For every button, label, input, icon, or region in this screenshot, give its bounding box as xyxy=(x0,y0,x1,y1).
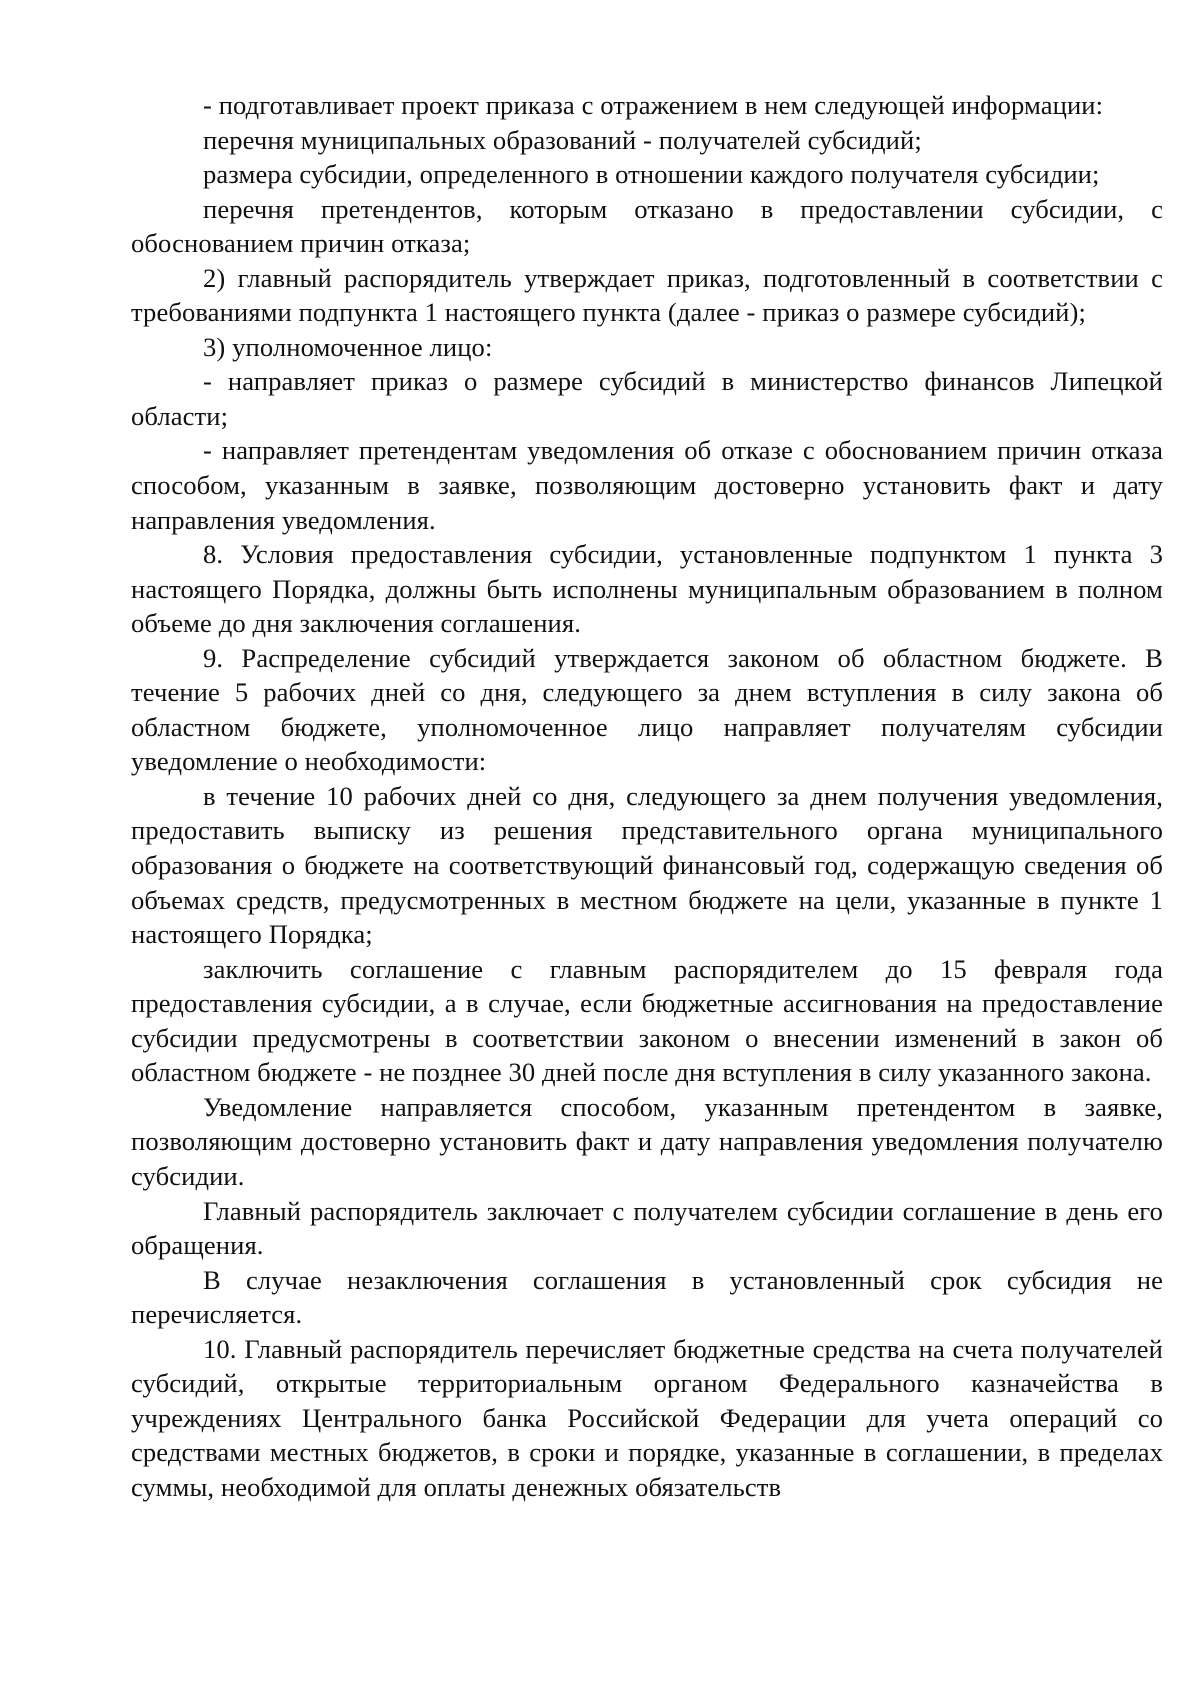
document-body xyxy=(131,88,1163,1504)
paragraph-2: перечня муниципальных образований - получателей субсидий; xyxy=(203,124,922,155)
paragraph-16: 10. Главный распорядитель перечисляет бюджетные средства на счета получателей субсидий, открытые территориальным органом Федерального казначейства в учреждениях Центрального банка Российской Федерации для учета операций со средствами местных бюджетов, в сроки и порядке, указанные в соглашении, в пределах суммы, необходимой для оплаты денежных обязательств xyxy=(131,1333,1163,1502)
paragraph-15: В случае незаключения соглашения в установленный срок субсидия не перечисляется. xyxy=(131,1264,1163,1330)
paragraph-6: 3) уполномоченное лицо: xyxy=(203,331,493,362)
paragraph-7: - направляет приказ о размере субсидий в министерство финансов Липецкой области; xyxy=(131,366,1163,431)
paragraph-13: Уведомление направляется способом, указанным претендентом в заявке, позволяющим достоверно установить факт и дату направления уведомления получателю субсидии. xyxy=(131,1091,1163,1191)
paragraph-9: 8. Условия предоставления субсидии, установленные подпунктом 1 пункта 3 настоящего Порядка, должны быть исполнены муниципальным образованием в полном объеме до дня заключения соглашения. xyxy=(131,539,1163,639)
paragraph-14: Главный распорядитель заключает с получателем субсидии соглашение в день его обращения. xyxy=(131,1195,1163,1261)
paragraph-11: в течение 10 рабочих дней со дня, следующего за днем получения уведомления, предоставить выписку из решения представительного органа муниципального образования о бюджете на соответствующий финансовый год, содержащую сведения об объемах средств, предусмотренных в местном бюджете на цели, указанные в пункте 1 настоящего Порядка; xyxy=(131,780,1163,950)
paragraph-10: 9. Распределение субсидий утверждается законом об областном бюджете. В течение 5 рабочих дней со дня, следующего за днем вступления в силу закона об областном бюджете, уполномоченное лицо направляет получателям субсидии уведомление о необходимости: xyxy=(131,642,1163,777)
paragraph-8: - направляет претендентам уведомления об отказе с обоснованием причин отказа способом, указанным в заявке, позволяющим достоверно установить факт и дату направления уведомления. xyxy=(131,435,1163,535)
paragraph-3: размера субсидии, определенного в отношении каждого получателя субсидии; xyxy=(203,159,1100,190)
paragraph-5: 2) главный распорядитель утверждает приказ, подготовленный в соответствии с требованиями подпункта 1 настоящего пункта (далее - приказ о размере субсидий); xyxy=(131,262,1163,328)
paragraph-1: - подготавливает проект приказа с отражением в нем следующей информации: xyxy=(203,90,1104,120)
paragraph-4: перечня претендентов, которым отказано в предоставлении субсидии, с обоснованием причин отказа; xyxy=(131,193,1163,259)
paragraph-12: заключить соглашение с главным распорядителем до 15 февраля года предоставления субсидии, а в случае, если бюджетные ассигнования на предоставление субсидии предусмотрены в соответствии законом о внесении изменений в закон об областном бюджете - не позднее 30 дней после дня вступления в силу указанного закона. xyxy=(131,953,1163,1088)
